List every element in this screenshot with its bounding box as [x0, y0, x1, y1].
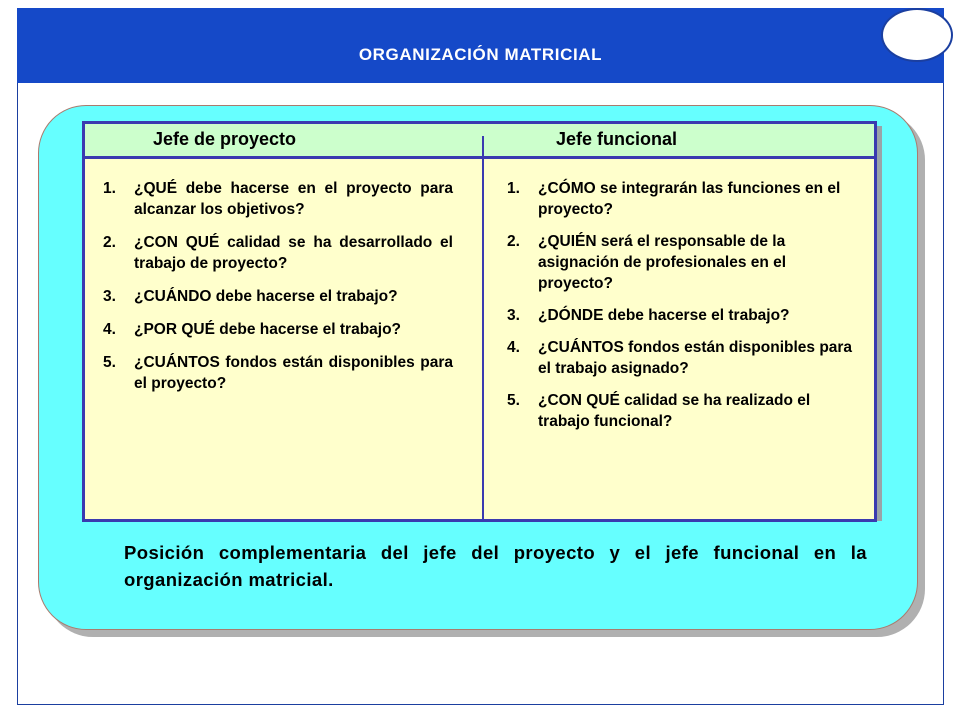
list-item: [507, 337, 857, 379]
item-number: 2.: [103, 234, 116, 251]
item-text: ¿QUIÉN será el responsable de la asignación de profesionales en el proyecto?: [538, 233, 787, 292]
corner-ellipse-shape: [881, 8, 953, 62]
item-text: ¿CON QUÉ calidad se ha desarrollado el trabajo de proyecto?: [134, 234, 453, 272]
closing-statement: Posición complementaria del jefe del proyecto y el jefe funcional en la organización matricial.: [124, 542, 867, 590]
item-text: ¿CUÁNTOS fondos están disponibles para el proyecto?: [134, 354, 453, 392]
column-divider: [482, 136, 484, 522]
list-item: [507, 390, 857, 432]
item-number: 1.: [507, 180, 520, 197]
list-item: [103, 319, 453, 340]
item-number: 1.: [103, 180, 116, 197]
item-number: 4.: [103, 321, 116, 338]
list-item: [507, 231, 857, 294]
list-item: [507, 178, 857, 220]
functional-manager-questions: [507, 178, 857, 443]
list-item: [103, 232, 453, 274]
item-number: 5.: [103, 354, 116, 371]
item-text: ¿CUÁNDO debe hacerse el trabajo?: [134, 288, 398, 305]
item-number: 5.: [507, 392, 520, 409]
header-band: [17, 8, 944, 83]
table-header: [85, 124, 874, 159]
item-text: ¿CÓMO se integrarán las funciones en el proyecto?: [538, 180, 841, 218]
item-text: ¿CON QUÉ calidad se ha realizado el trabajo funcional?: [538, 392, 811, 430]
project-manager-questions: [103, 178, 453, 406]
list-item: [103, 178, 453, 220]
list-item: [507, 305, 857, 326]
item-text: ¿POR QUÉ debe hacerse el trabajo?: [134, 321, 402, 338]
list-item: [103, 286, 453, 307]
item-number: 2.: [507, 233, 520, 250]
item-text: ¿QUÉ debe hacerse en el proyecto para alcanzar los objetivos?: [134, 180, 453, 218]
comparison-table: [82, 121, 877, 522]
item-text: ¿DÓNDE debe hacerse el trabajo?: [538, 307, 790, 324]
item-number: 3.: [507, 307, 520, 324]
list-item: [103, 352, 453, 394]
item-number: 3.: [103, 288, 116, 305]
column-heading-functional-manager: Jefe funcional: [556, 129, 678, 149]
item-number: 4.: [507, 339, 520, 356]
item-text: ¿CUÁNTOS fondos están disponibles para el trabajo asignado?: [538, 339, 853, 377]
page-title: ORGANIZACIÓN MATRICIAL: [358, 45, 603, 64]
column-heading-project-manager: Jefe de proyecto: [153, 129, 297, 149]
